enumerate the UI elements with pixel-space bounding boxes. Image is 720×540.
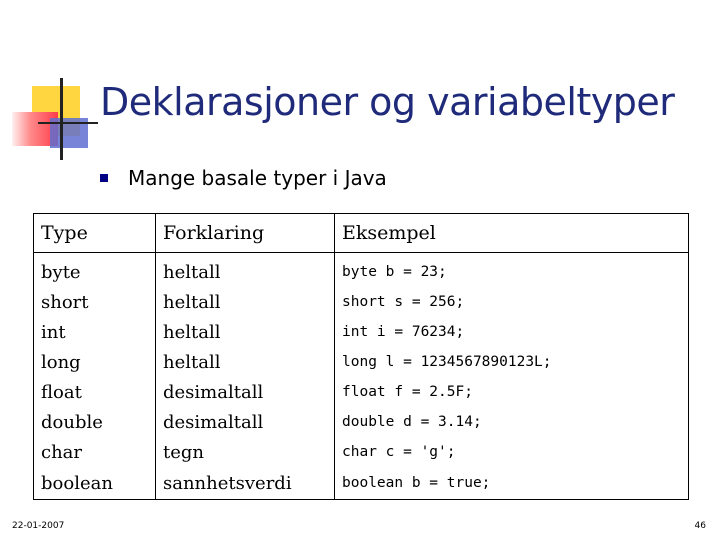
types-table: [33, 213, 689, 500]
table-row: [34, 377, 689, 407]
footer-date: 22-01-2007: [12, 521, 65, 531]
cell-type: char: [34, 437, 156, 467]
cell-type: boolean: [34, 467, 156, 500]
cell-explanation: heltall: [156, 253, 335, 288]
slide-title: Deklarasjoner og variabeltyper: [100, 80, 675, 124]
table-row: [34, 317, 689, 347]
cell-type: byte: [34, 253, 156, 288]
cell-type: int: [34, 317, 156, 347]
table-row: [34, 253, 689, 288]
header-example: Eksempel: [335, 214, 689, 253]
cell-explanation: heltall: [156, 317, 335, 347]
cell-type: double: [34, 407, 156, 437]
cell-explanation: desimaltall: [156, 407, 335, 437]
cell-example: char c = 'g';: [335, 437, 689, 467]
table-row: [34, 287, 689, 317]
cell-example: int i = 76234;: [335, 317, 689, 347]
cell-explanation: tegn: [156, 437, 335, 467]
cell-explanation: desimaltall: [156, 377, 335, 407]
cell-example: long l = 1234567890123L;: [335, 347, 689, 377]
page-number: 46: [694, 521, 706, 531]
cell-example: boolean b = true;: [335, 467, 689, 500]
square-bullet-icon: [100, 174, 108, 182]
header-type: Type: [34, 214, 156, 253]
cell-explanation: heltall: [156, 287, 335, 317]
cell-type: long: [34, 347, 156, 377]
table-header-row: [34, 214, 689, 253]
table-row: [34, 347, 689, 377]
cell-explanation: heltall: [156, 347, 335, 377]
logo-vertical-line: [60, 78, 63, 160]
cell-type: short: [34, 287, 156, 317]
logo-horizontal-line: [38, 122, 98, 124]
header-explanation: Forklaring: [156, 214, 335, 253]
cell-example: double d = 3.14;: [335, 407, 689, 437]
cell-explanation: sannhetsverdi: [156, 467, 335, 500]
table-row: [34, 467, 689, 500]
cell-example: byte b = 23;: [335, 253, 689, 288]
table-row: [34, 437, 689, 467]
bullet-item: [100, 166, 387, 190]
cell-example: float f = 2.5F;: [335, 377, 689, 407]
cell-type: float: [34, 377, 156, 407]
bullet-text: Mange basale typer i Java: [128, 166, 387, 190]
cell-example: short s = 256;: [335, 287, 689, 317]
table-row: [34, 407, 689, 437]
